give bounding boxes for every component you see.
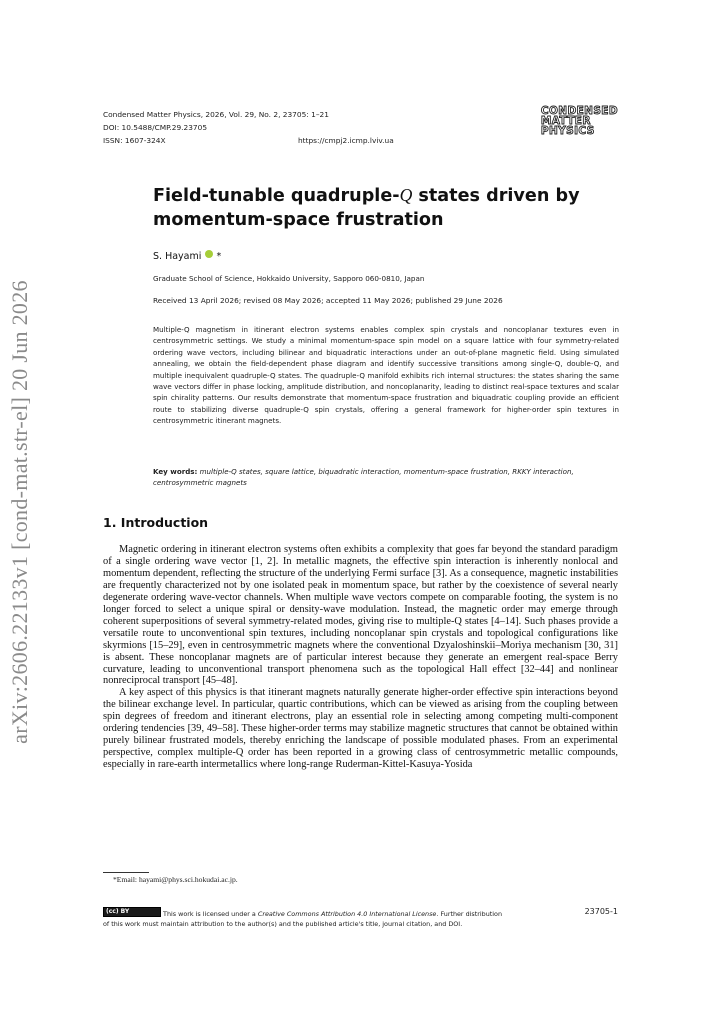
paper-title bbox=[153, 183, 623, 232]
license-line-2: of this work must maintain attribution to the author(s) and the published article's title, journal citation, and DOI. bbox=[103, 920, 463, 928]
logo-word-2: MATTER bbox=[540, 115, 591, 127]
footnote-email: *Email: hayami@phys.sci.hokudai.ac.jp. bbox=[113, 875, 238, 884]
section-heading: 1. Introduction bbox=[103, 515, 209, 530]
page-number: 23705-1 bbox=[584, 907, 618, 916]
license-block bbox=[103, 907, 618, 929]
author-line bbox=[153, 250, 221, 262]
affiliation: Graduate School of Science, Hokkaido University, Sapporo 060-0810, Japan bbox=[153, 274, 425, 283]
title-q-symbol: Q bbox=[399, 185, 413, 205]
license-text-end: . Further distribution bbox=[436, 910, 503, 918]
arxiv-stamp-text: arXiv:2606.22133v1 [cond-mat.str-el] 20 Jun 2026 bbox=[7, 280, 32, 744]
body-text bbox=[103, 544, 618, 771]
title-part-2: states driven by bbox=[412, 186, 580, 206]
license-link[interactable]: Creative Commons Attribution 4.0 International License bbox=[257, 910, 437, 918]
body-paragraph-2: A key aspect of this physics is that itinerant magnets naturally generate higher-order effective spin interactions beyond the bilinear exchange level. In particular, quartic contributions, which can be viewed as arising from the coupling between spin degrees of freedom and itinerant electrons, play an essential role in selecting among competing multi-component ordering tendencies [39, 49–58]. These higher-order terms may stabilize magnetic structures that cannot be obtained within purely bilinear frustrated models, thereby enriching the landscape of possible modulated phases. From an experimental perspective, complex multiple-Q order has been reported in a growing class of centrosymmetric metallic compounds, especially in rare-earth intermetallics where long-range Ruderman-Kittel-Kasuya-Yosida bbox=[103, 687, 618, 771]
author-marker: * bbox=[216, 251, 222, 262]
license-text-start: This work is licensed under a bbox=[163, 910, 258, 918]
footnote-divider bbox=[103, 872, 149, 873]
body-paragraph-1: Magnetic ordering in itinerant electron systems often exhibits a complexity that goes far beyond the standard paradigm of a single ordering wave vector [1, 2]. In metallic magnets, the effective spin interaction is inherently nonlocal and momentum dependent, reflecting the structure of the underlying Fermi surface [3]. As a consequence, magnetic instabilities are frequently characterized not by one isolated peak in momentum space, but rather by the coexistence of several nearly degenerate ordering wave-vector channels. When multiple wave vectors compete on comparable footing, the system is no longer forced to select a unique spiral or density-wave modulation. Instead, the magnetic order may emerge through coherent superpositions of several symmetry-related modes, giving rise to multiple-Q states [4–14]. Such phases provide a versatile route to unconventional spin textures, including noncoplanar spin crystals and topological configurations like skyrmions [15–29], even in centrosymmetric magnets where the conventional Dzyaloshinskii–Moriya mechanism [30, 31] is absent. These noncoplanar magnets are of particular interest because they generate an emergent real-space Berry curvature, leading to unconventional transport phenomena such as the topological Hall effect [32–44] and nonlinear nonreciprocal transport [45–48]. bbox=[103, 544, 618, 687]
journal-logo bbox=[541, 106, 618, 136]
title-part-1: Field-tunable quadruple- bbox=[153, 186, 400, 206]
logo-word-1: CONDENSED bbox=[540, 105, 618, 117]
cc-badge-text: (cc) BY bbox=[106, 908, 130, 915]
title-block bbox=[153, 183, 623, 232]
logo-word-3: PHYSICS bbox=[540, 125, 595, 137]
keywords bbox=[153, 466, 619, 489]
author-name: S. Hayami bbox=[153, 251, 202, 262]
journal-header bbox=[103, 105, 618, 147]
issn: ISSN: 1607-324X bbox=[103, 136, 166, 145]
orcid-icon[interactable] bbox=[205, 250, 213, 258]
journal-citation: Condensed Matter Physics, 2026, Vol. 29, No. 2, 23705: 1–21 bbox=[103, 110, 329, 119]
title-line-2: momentum-space frustration bbox=[153, 210, 444, 230]
doi-link[interactable]: DOI: 10.5488/CMP.29.23705 bbox=[103, 123, 208, 132]
journal-url-link[interactable]: https://cmpj2.icmp.lviv.ua bbox=[298, 136, 394, 145]
keywords-label: Key words: bbox=[153, 467, 198, 476]
abstract: Multiple-Q magnetism in itinerant electron systems enables complex spin crystals and noncoplanar textures even in centrosymmetric settings. We study a minimal momentum-space spin model on a square lattice with four symmetry-related ordering wave vectors, including bilinear and biquadratic interactions under an out-of-plane magnetic field. Using simulated annealing, we obtain the field-dependent phase diagram and identify successive transitions among single-Q, double-Q, and multiple inequivalent quadruple-Q states. The quadruple-Q manifold exhibits rich internal structures: the states sharing the same wave vectors differ in phase locking, amplitude distribution, and noncoplanarity, leading to distinct real-space textures and scalar spin chirality patterns. Our results demonstrate that momentum-space frustration and biquadratic coupling provide an efficient route to stabilizing diverse quadruple-Q spin crystals, offering a general framework for higher-order spin textures in centrosymmetric itinerant magnets. bbox=[153, 325, 619, 426]
license-line-1 bbox=[103, 907, 618, 919]
keywords-text: multiple-Q states, square lattice, biquadratic interaction, momentum-space frustration, RKKY interaction, centrosymmetric magnets bbox=[153, 467, 574, 488]
publication-dates: Received 13 April 2026; revised 08 May 2026; accepted 11 May 2026; published 29 June 2026 bbox=[153, 296, 503, 305]
cc-by-badge[interactable] bbox=[103, 907, 161, 917]
